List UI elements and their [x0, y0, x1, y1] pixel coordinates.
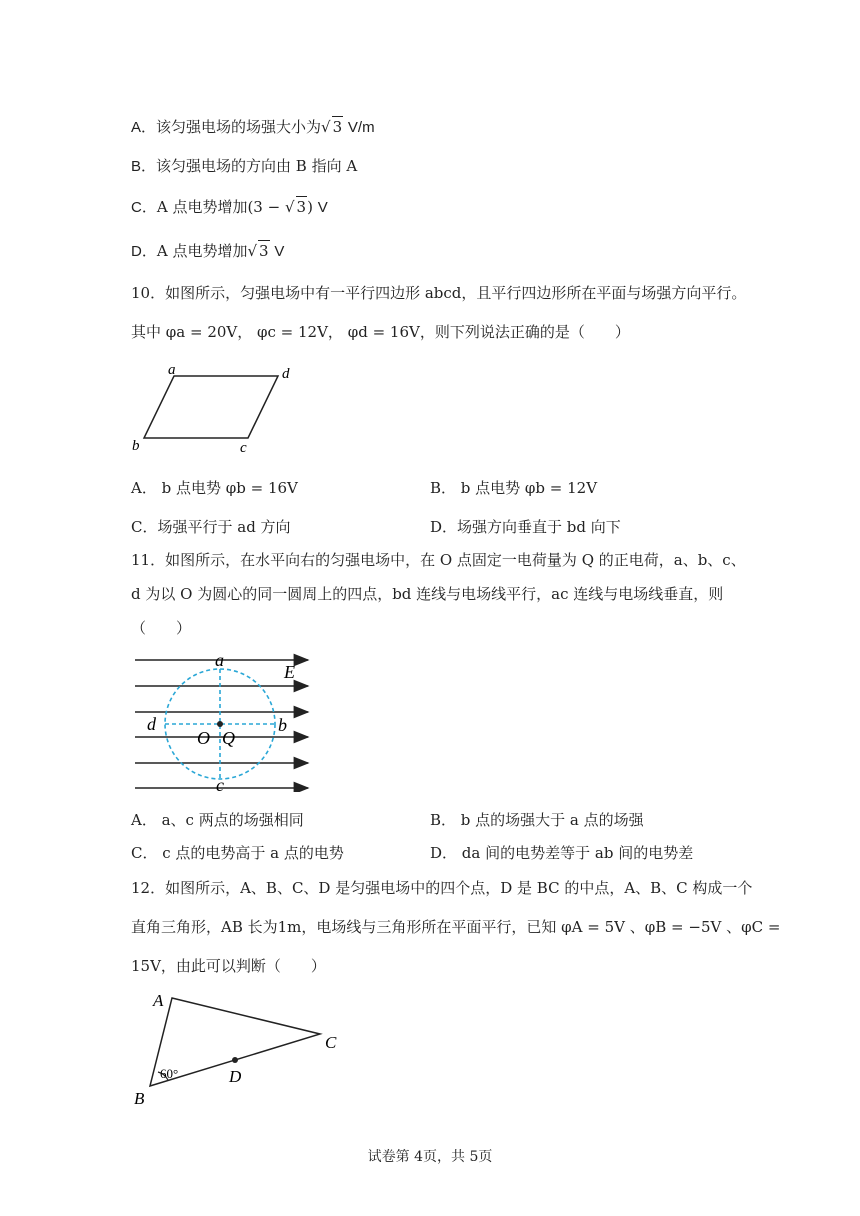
point-D [232, 1057, 238, 1063]
q11-stem-line3: （ ） [131, 619, 192, 637]
label-c: c [240, 440, 247, 456]
label-b: b [132, 438, 140, 454]
q12-stem-line2: 直角三角形，AB 长为1m，电场线与三角形所在平面平行，已知 φA = 5V 、φB = −5V 、φC = [131, 918, 781, 936]
q11-option-a: A． a、c 两点的场强相同 [131, 811, 304, 829]
label-b: b [278, 715, 287, 735]
q11-field-circle-figure [133, 652, 318, 792]
q9-option-d: D．A 点电势增加√ 3 V [131, 242, 285, 260]
label-a: a [215, 652, 224, 670]
q10-option-a: A． b 点电势 φb = 16V [131, 479, 298, 497]
q9-option-a: A．该匀强电场的场强大小为√ 3 V/m [131, 118, 375, 136]
q10-stem-line2: 其中 φa = 20V， φc = 12V， φd = 16V，则下列说法正确的是（ ） [131, 323, 630, 341]
charge-point [217, 721, 223, 727]
q10-parallelogram-figure [128, 360, 308, 460]
label-E: E [284, 662, 295, 682]
label-c: c [216, 775, 224, 792]
page-footer: 试卷第 4页，共 5页 [367, 1149, 493, 1165]
label-A: A [153, 991, 164, 1010]
q11-option-b: B． b 点的场强大于 a 点的场强 [430, 811, 644, 829]
q12-triangle-figure [128, 986, 358, 1111]
q11-option-d: D． da 间的电势差等于 ab 间的电势差 [430, 844, 694, 862]
label-a: a [168, 362, 176, 378]
q9-option-c: C．A 点电势增加(3 − √ 3) V [131, 198, 328, 216]
label-d: d [282, 366, 290, 382]
q10-stem-line1: 10．如图所示，匀强电场中有一平行四边形 abcd，且平行四边形所在平面与场强方向平行。 [131, 284, 747, 302]
label-D: D [229, 1067, 242, 1086]
q10-option-d: D．场强方向垂直于 bd 向下 [430, 518, 621, 536]
label-Q: Q [222, 728, 235, 748]
label-B: B [134, 1089, 145, 1108]
parallelogram-abcd [144, 376, 278, 438]
q11-option-c: C． c 点的电势高于 a 点的电势 [131, 844, 344, 862]
q10-option-c: C．场强平行于 ad 方向 [131, 518, 291, 536]
q10-option-b: B． b 点电势 φb = 12V [430, 479, 598, 497]
label-O: O [197, 728, 210, 748]
label-C: C [325, 1033, 337, 1052]
q9-option-b: B．该匀强电场的方向由 B 指向 A [131, 157, 358, 175]
q11-stem-line2: d 为以 O 为圆心的同一圆周上的四点，bd 连线与电场线平行，ac 连线与电场线垂直，则 [131, 585, 724, 603]
q12-stem-line3: 15V，由此可以判断（ ） [131, 957, 326, 975]
q12-stem-line1: 12．如图所示，A、B、C、D 是匀强电场中的四个点，D 是 BC 的中点，A、B、C 构成一个 [131, 879, 753, 897]
label-angle: 60° [160, 1066, 179, 1081]
label-d: d [147, 714, 156, 734]
q11-stem-line1: 11．如图所示，在水平向右的匀强电场中，在 O 点固定一电荷量为 Q 的正电荷，a、b、c、 [131, 551, 746, 569]
